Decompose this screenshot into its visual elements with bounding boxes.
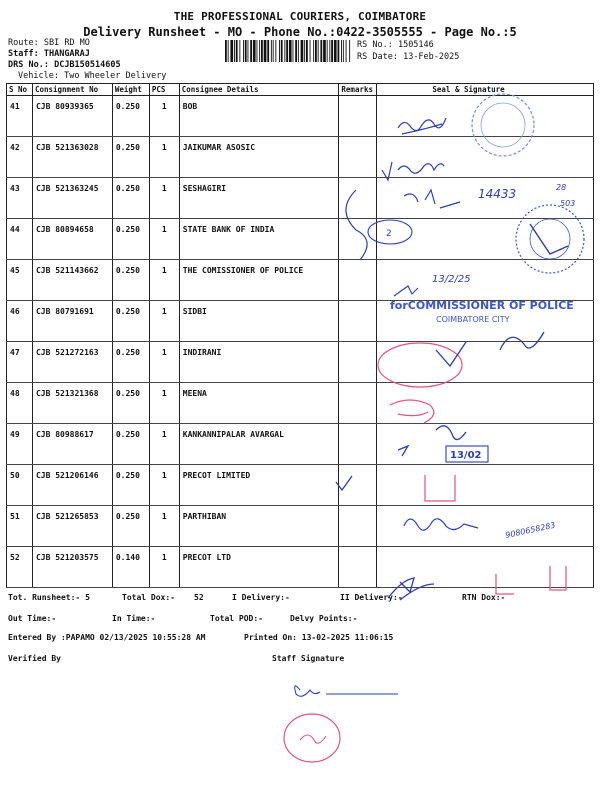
rtn-dox: RTN Dox:- xyxy=(462,593,506,602)
drs-line xyxy=(8,60,121,70)
total-dox-value: 52 xyxy=(194,593,204,602)
pcs-cell: 1 xyxy=(149,342,179,383)
consignee-cell: KANKANNIPALAR AVARGAL xyxy=(179,424,339,465)
sno-cell: 51 xyxy=(7,506,33,547)
consignment-cell: CJB 521265853 xyxy=(32,506,112,547)
staff-label: Staff: xyxy=(8,49,39,59)
remarks-cell xyxy=(339,342,377,383)
table-row xyxy=(7,342,594,383)
delvy-points: Delvy Points:- xyxy=(290,614,358,623)
sno-cell: 49 xyxy=(7,424,33,465)
staff-pink-stamp xyxy=(284,714,340,762)
sno-cell: 52 xyxy=(7,547,33,588)
handwritten-number-43b: 28 xyxy=(556,183,567,192)
barcode-bar xyxy=(304,40,305,62)
staff-signature-label: Staff Signature xyxy=(272,654,345,663)
barcode-bar xyxy=(349,40,350,62)
table-row xyxy=(7,465,594,506)
barcode-bar xyxy=(279,40,280,62)
barcode-bar xyxy=(313,40,314,62)
consignee-cell: STATE BANK OF INDIA xyxy=(179,219,339,260)
consignment-cell: CJB 521363028 xyxy=(32,137,112,178)
barcode-bar xyxy=(323,40,326,62)
barcode-bar xyxy=(301,40,304,62)
pcs-cell: 1 xyxy=(149,219,179,260)
consignment-cell: CJB 80894658 xyxy=(32,219,112,260)
table-row xyxy=(7,301,594,342)
handwritten-number-44: 2 xyxy=(386,229,392,239)
remarks-cell xyxy=(339,465,377,506)
barcode-bar xyxy=(225,40,227,62)
handwritten-phone-51: 9080658283 xyxy=(504,520,557,540)
table-header-row xyxy=(7,84,594,96)
i-delivery: I Delivery:- xyxy=(232,593,290,602)
consignment-cell: CJB 521272163 xyxy=(32,342,112,383)
consignee-cell: PRECOT LIMITED xyxy=(179,465,339,506)
barcode-bar xyxy=(341,40,342,62)
barcode-bar xyxy=(239,40,240,62)
remarks-cell xyxy=(339,219,377,260)
barcode-bar xyxy=(275,40,276,62)
barcode-bar xyxy=(327,40,328,62)
out-time: Out Time:- xyxy=(8,614,57,623)
table-row xyxy=(7,178,594,219)
entered-by: Entered By :PAPAMO 02/13/2025 10:55:28 AM xyxy=(8,633,206,642)
barcode-bar xyxy=(343,40,344,62)
handwritten-date-45: 13/2/25 xyxy=(432,274,471,285)
barcode-bar xyxy=(315,40,317,62)
pcs-cell: 1 xyxy=(149,260,179,301)
signature-cell xyxy=(377,465,594,506)
remarks-cell xyxy=(339,96,377,137)
signature-cell xyxy=(377,383,594,424)
barcode-bar xyxy=(228,40,229,62)
in-time: In Time:- xyxy=(112,614,156,623)
barcode-bar xyxy=(234,40,235,62)
signature-cell xyxy=(377,96,594,137)
barcode-bar xyxy=(257,40,258,62)
barcode-bar xyxy=(245,40,247,62)
sno-cell: 46 xyxy=(7,301,33,342)
sno-cell: 43 xyxy=(7,178,33,219)
pcs-cell: 1 xyxy=(149,137,179,178)
total-pod: Total POD:- xyxy=(210,614,263,623)
barcode-bar xyxy=(320,40,322,62)
barcode-bar xyxy=(250,40,252,62)
remarks-cell xyxy=(339,260,377,301)
signature-cell xyxy=(377,506,594,547)
police-stamp-line2: COIMBATORE CITY xyxy=(436,315,510,324)
weight-cell: 0.250 xyxy=(112,260,149,301)
barcode-bar xyxy=(281,40,283,62)
police-stamp-line1: forCOMMISSIONER OF POLICE xyxy=(390,299,574,312)
total-dox-label: Total Dox:- xyxy=(122,593,175,602)
weight-cell: 0.140 xyxy=(112,547,149,588)
barcode-bar xyxy=(334,40,337,62)
staff-value: THANGARAJ xyxy=(43,49,90,59)
pcs-cell: 1 xyxy=(149,383,179,424)
staff-line xyxy=(8,49,90,59)
rs-no-line xyxy=(357,40,434,50)
remarks-cell xyxy=(339,506,377,547)
consignee-cell: THE COMISSIONER OF POLICE xyxy=(179,260,339,301)
weight-cell: 0.250 xyxy=(112,219,149,260)
sno-cell: 42 xyxy=(7,137,33,178)
col-header: Consignment No xyxy=(32,84,112,96)
barcode-bar xyxy=(271,40,272,62)
signature-cell xyxy=(377,301,594,342)
barcode-bar xyxy=(261,40,263,62)
table-row xyxy=(7,424,594,465)
barcode-bar xyxy=(295,40,297,62)
consignee-cell: MEENA xyxy=(179,383,339,424)
consignment-cell: CJB 521321368 xyxy=(32,383,112,424)
pcs-cell: 1 xyxy=(149,178,179,219)
col-header: Consignee Details xyxy=(179,84,339,96)
runsheet-table xyxy=(6,83,594,588)
vehicle-label: Vehicle: xyxy=(18,71,59,81)
barcode-bar xyxy=(293,40,294,62)
sno-cell: 48 xyxy=(7,383,33,424)
consignee-cell: BOB xyxy=(179,96,339,137)
col-header: S No xyxy=(7,84,33,96)
remarks-cell xyxy=(339,424,377,465)
weight-cell: 0.250 xyxy=(112,96,149,137)
weight-cell: 0.250 xyxy=(112,383,149,424)
barcode-bar xyxy=(338,40,340,62)
consignment-cell: CJB 80988617 xyxy=(32,424,112,465)
signature-cell xyxy=(377,137,594,178)
pcs-cell: 1 xyxy=(149,506,179,547)
barcode xyxy=(225,40,351,62)
table-row xyxy=(7,260,594,301)
consignee-cell: PRECOT LTD xyxy=(179,547,339,588)
remarks-cell xyxy=(339,301,377,342)
consignee-cell: SIDBI xyxy=(179,301,339,342)
consignee-cell: PARTHIBAN xyxy=(179,506,339,547)
barcode-bar xyxy=(243,40,244,62)
col-header: Remarks xyxy=(339,84,377,96)
barcode-bar xyxy=(318,40,319,62)
barcode-bar xyxy=(273,40,274,62)
remarks-cell xyxy=(339,547,377,588)
consignee-cell: SESHAGIRI xyxy=(179,178,339,219)
drs-label: DRS No.: xyxy=(8,60,49,70)
consignee-cell: INDIRANI xyxy=(179,342,339,383)
consignment-cell: CJB 80791691 xyxy=(32,301,112,342)
staff-signature xyxy=(295,686,398,696)
staff-pink-scribble xyxy=(300,735,326,743)
weight-cell: 0.250 xyxy=(112,178,149,219)
handwritten-number-43: 14433 xyxy=(478,187,517,201)
remarks-cell xyxy=(339,383,377,424)
col-header: Weight xyxy=(112,84,149,96)
vehicle-line xyxy=(18,71,166,81)
barcode-bar xyxy=(248,40,249,62)
barcode-bar xyxy=(259,40,260,62)
consignment-cell: CJB 521143662 xyxy=(32,260,112,301)
pcs-cell: 1 xyxy=(149,96,179,137)
weight-cell: 0.250 xyxy=(112,137,149,178)
table-row xyxy=(7,506,594,547)
company-title: THE PROFESSIONAL COURIERS, COIMBATORE xyxy=(173,10,427,23)
table-row xyxy=(7,96,594,137)
barcode-bar xyxy=(306,40,308,62)
pcs-cell: 1 xyxy=(149,465,179,506)
table-row xyxy=(7,547,594,588)
barcode-bar xyxy=(236,40,238,62)
ii-delivery: II Delivery:- xyxy=(340,593,403,602)
weight-cell: 0.250 xyxy=(112,342,149,383)
barcode-bar xyxy=(289,40,292,62)
sno-cell: 41 xyxy=(7,96,33,137)
handwritten-date-49: 13/02 xyxy=(450,450,482,461)
barcode-bar xyxy=(331,40,333,62)
consignment-cell: CJB 521206146 xyxy=(32,465,112,506)
col-header: PCS xyxy=(149,84,179,96)
remarks-cell xyxy=(339,137,377,178)
barcode-bar xyxy=(264,40,267,62)
weight-cell: 0.250 xyxy=(112,465,149,506)
handwritten-number-43c: 503 xyxy=(560,199,576,208)
sno-cell: 45 xyxy=(7,260,33,301)
weight-cell: 0.250 xyxy=(112,301,149,342)
tot-runsheet: Tot. Runsheet:- 5 xyxy=(8,593,90,602)
barcode-bar xyxy=(230,40,233,62)
pcs-cell: 1 xyxy=(149,424,179,465)
consignment-cell: CJB 521363245 xyxy=(32,178,112,219)
pcs-cell: 1 xyxy=(149,301,179,342)
verified-by: Verified By xyxy=(8,654,61,663)
sno-cell: 47 xyxy=(7,342,33,383)
rs-no-value: 1505146 xyxy=(397,40,434,50)
rs-date-line xyxy=(357,52,459,62)
rs-no-label: RS No.: xyxy=(357,40,393,50)
route-line xyxy=(8,38,90,48)
signature-cell xyxy=(377,547,594,588)
remarks-cell xyxy=(339,178,377,219)
sno-cell: 44 xyxy=(7,219,33,260)
rs-date-label: RS Date: xyxy=(357,52,398,62)
barcode-bar xyxy=(346,40,347,62)
signature-cell xyxy=(377,260,594,301)
table-row xyxy=(7,137,594,178)
signature-cell xyxy=(377,424,594,465)
runsheet-title: Delivery Runsheet - MO - Phone No.:0422-3505555 - Page No.:5 xyxy=(83,25,517,39)
barcode-bar xyxy=(284,40,285,62)
table-row xyxy=(7,383,594,424)
vehicle-value: Two Wheeler Delivery xyxy=(64,71,167,81)
barcode-bar xyxy=(253,40,256,62)
barcode-bar xyxy=(286,40,288,62)
pcs-cell: 1 xyxy=(149,547,179,588)
weight-cell: 0.250 xyxy=(112,506,149,547)
signature-cell xyxy=(377,219,594,260)
barcode-bar xyxy=(329,40,330,62)
consignment-cell: CJB 80939365 xyxy=(32,96,112,137)
route-value: SBI RD MO xyxy=(43,38,90,48)
route-label: Route: xyxy=(8,38,39,48)
table-row xyxy=(7,219,594,260)
drs-value: DCJB150514605 xyxy=(54,60,121,70)
consignment-cell: CJB 521203575 xyxy=(32,547,112,588)
printed-on: Printed On: 13-02-2025 11:06:15 xyxy=(244,633,394,642)
barcode-bar xyxy=(298,40,299,62)
signature-cell xyxy=(377,178,594,219)
signature-cell xyxy=(377,342,594,383)
sno-cell: 50 xyxy=(7,465,33,506)
rs-date-value: 13-Feb-2025 xyxy=(403,52,460,62)
barcode-bar xyxy=(267,40,269,62)
weight-cell: 0.250 xyxy=(112,424,149,465)
col-header: Seal & Signature xyxy=(377,84,594,96)
barcode-bar xyxy=(310,40,311,62)
consignee-cell: JAIKUMAR ASOSIC xyxy=(179,137,339,178)
